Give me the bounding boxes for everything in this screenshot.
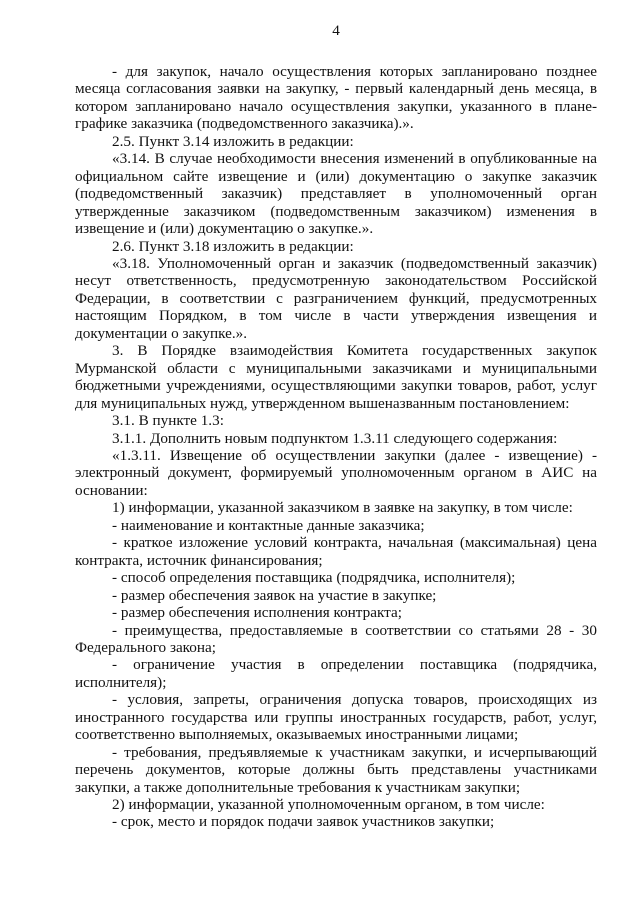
paragraph-3-1: 3.1. В пункте 1.3: bbox=[112, 412, 224, 430]
list-item-customer-name: - наименование и контактные данные заказчика; bbox=[112, 516, 425, 534]
paragraph-3-1-1: 3.1.1. Дополнить новым подпунктом 1.3.11 следующего содержания: bbox=[112, 429, 558, 447]
paragraph-3-14: «3.14. В случае необходимости внесения изменений в опубликованные на официальном сайте извещение и (или) документацию о закупке заказчик (подведомственный заказчик) представляет в уполномоченный орган утвержденные заказчиком (подведомственным заказчиком) изменения в извещение и (или) документацию о закупке.». bbox=[75, 150, 597, 238]
list-item-participant-requirements: - требования, предъявляемые к участникам закупки, и исчерпывающий перечень документов, которые должны быть представлены участниками закупки, а также дополнительные требования к участникам закупки; bbox=[75, 743, 597, 796]
list-item-submission-terms: - срок, место и порядок подачи заявок участников закупки; bbox=[112, 813, 495, 831]
document-body bbox=[75, 63, 597, 831]
paragraph-2-6-heading: 2.6. Пункт 3.18 изложить в редакции: bbox=[112, 237, 354, 255]
list-item-supplier-method: - способ определения поставщика (подрядчика, исполнителя); bbox=[112, 569, 516, 587]
page-number: 4 bbox=[332, 22, 340, 39]
list-item-authority-info: 2) информации, указанной уполномоченным органом, в том числе: bbox=[112, 796, 545, 814]
list-item-customer-info: 1) информации, указанной заказчиком в заявке на закупку, в том числе: bbox=[112, 499, 573, 517]
document-page bbox=[75, 22, 597, 831]
list-item-foreign-goods: - условия, запреты, ограничения допуска товаров, происходящих из иностранного государства или группы иностранных государств, работ, услуг, соответственно выполняемых, оказываемых иностранными лицами; bbox=[75, 691, 597, 744]
paragraph-1-3-11: «1.3.11. Извещение об осуществлении закупки (далее - извещение) - электронный документ, формируемый уполномоченным органом в АИС на основании: bbox=[75, 446, 597, 499]
paragraph-deadline-rule: - для закупок, начало осуществления которых запланировано позднее месяца согласования заявки на закупку, - первый календарный день месяца, в котором запланировано начало осуществления закупки, указанного в плане-графике заказчика (подведомственного заказчика).». bbox=[75, 63, 597, 133]
list-item-contract-security: - размер обеспечения исполнения контракта; bbox=[112, 604, 402, 622]
paragraph-2-5-heading: 2.5. Пункт 3.14 изложить в редакции: bbox=[112, 132, 354, 150]
list-item-bid-security: - размер обеспечения заявок на участие в закупке; bbox=[112, 586, 437, 604]
list-item-contract-terms: - краткое изложение условий контракта, начальная (максимальная) цена контракта, источник финансирования; bbox=[75, 534, 597, 569]
paragraph-section-3: 3. В Порядке взаимодействия Комитета государственных закупок Мурманской области с муниципальными заказчиками и муниципальными бюджетными учреждениями, осуществляющими закупки товаров, работ, услуг для муниципальных нужд, утвержденном вышеназванным постановлением: bbox=[75, 342, 597, 412]
list-item-participation-limit: - ограничение участия в определении поставщика (подрядчика, исполнителя); bbox=[75, 656, 597, 691]
paragraph-3-18: «3.18. Уполномоченный орган и заказчик (подведомственный заказчик) несут ответственность, предусмотренную законодательством Российской Федерации, в соответствии с разграничением функций, предусмотренных настоящим Порядком, в том числе в части утверждения извещения и документации о закупке.». bbox=[75, 254, 597, 342]
list-item-advantages: - преимущества, предоставляемые в соответствии со статьями 28 - 30 Федерального закона; bbox=[75, 621, 597, 656]
